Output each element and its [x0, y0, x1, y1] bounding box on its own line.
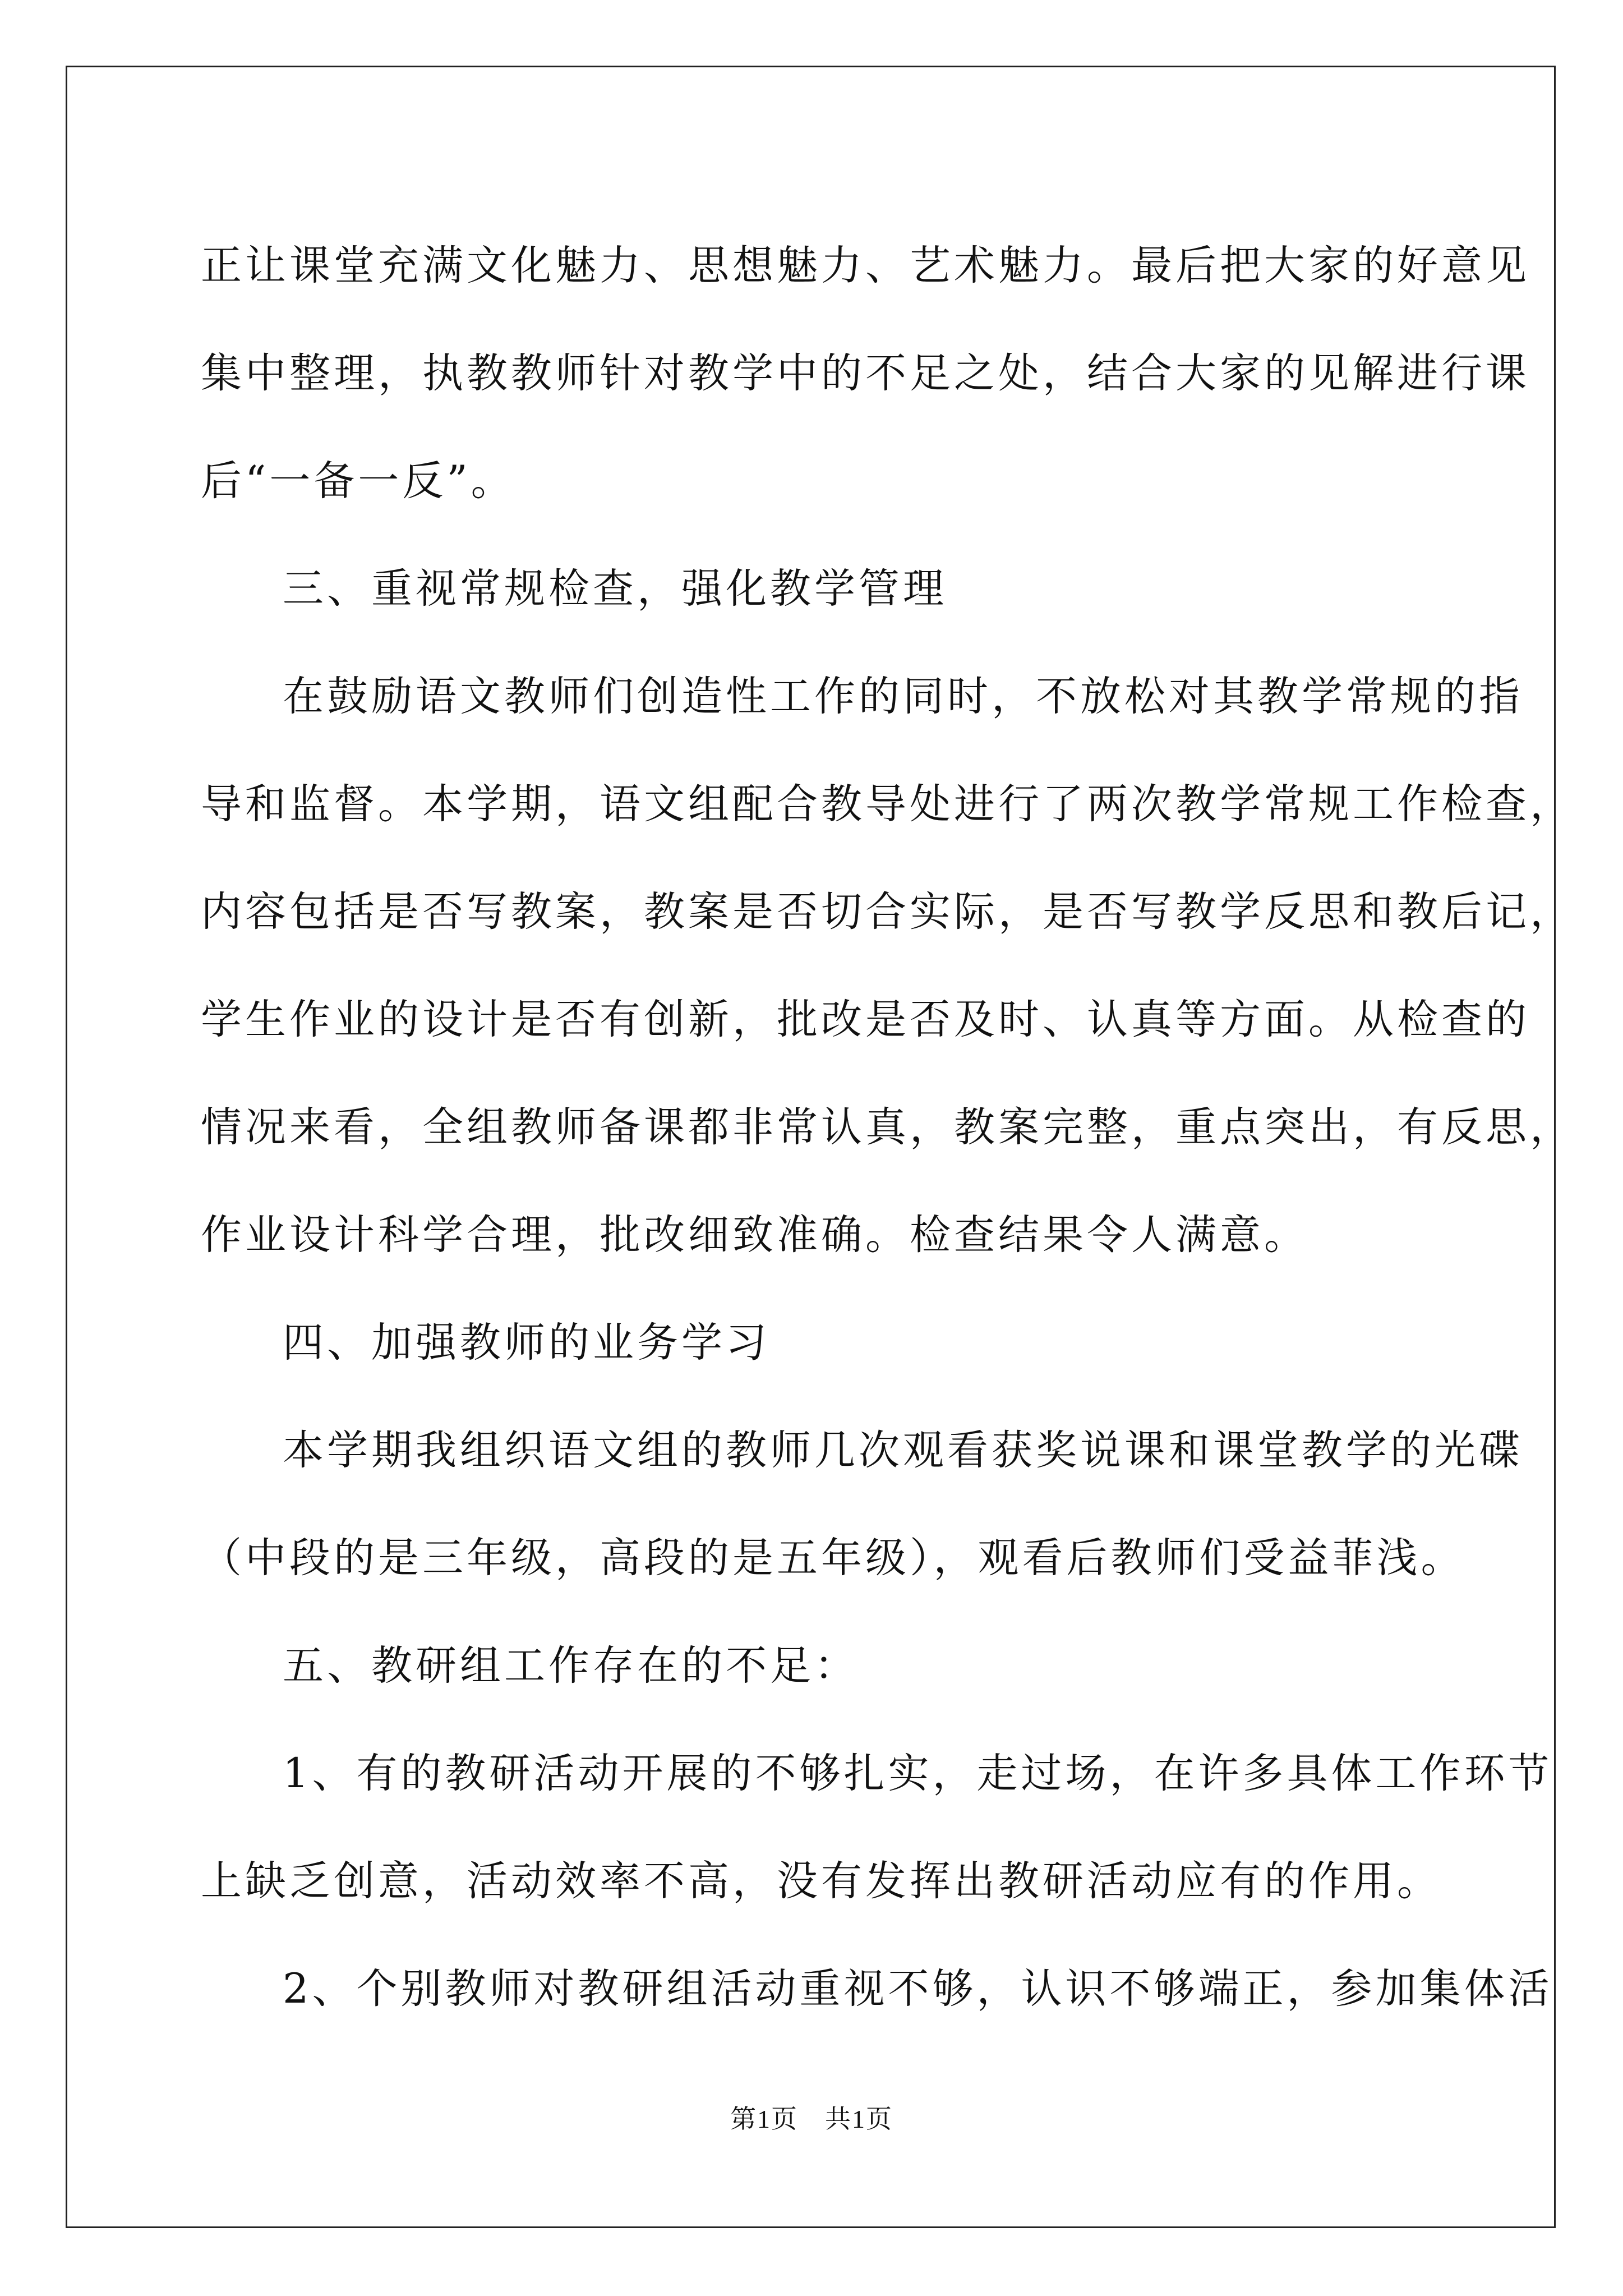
- page-number-footer: 第1页 共1页: [730, 2105, 893, 2133]
- text-line: （中段的是三年级，高段的是五年级），观看后教师们受益菲浅。: [201, 1534, 1465, 1582]
- text-line: 后“一备一反”。: [201, 457, 515, 505]
- document-body: [201, 212, 1574, 2043]
- text-line: 情况来看，全组教师备课都非常认真，教案完整，重点突出，有反思，: [201, 1103, 1574, 1151]
- text-line: 在鼓励语文教师们创造性工作的同时，不放松对其教学常规的指: [283, 673, 1523, 720]
- text-line: 学生作业的设计是否有创新，批改是否及时、认真等方面。从检查的: [201, 996, 1530, 1043]
- text-line: 导和监督。本学期，语文组配合教导处进行了两次教学常规工作检查，: [201, 780, 1574, 828]
- text-line: 集中整理，执教教师针对教学中的不足之处，结合大家的见解进行课: [201, 349, 1530, 397]
- text-line: 正让课堂充满文化魅力、思想魅力、艺术魅力。最后把大家的好意见: [201, 242, 1530, 289]
- text-line: 作业设计科学合理，批改细致准确。检查结果令人满意。: [201, 1211, 1308, 1259]
- text-line: 2、个别教师对教研组活动重视不够，认识不够端正，参加集体活: [283, 1965, 1553, 2013]
- text-line: 本学期我组织语文组的教师几次观看获奖说课和课堂教学的光碟: [283, 1427, 1523, 1474]
- text-line: 1、有的教研活动开展的不够扎实，走过场，在许多具体工作环节: [283, 1750, 1553, 1797]
- text-line: 内容包括是否写教案，教案是否切合实际，是否写教学反思和教后记，: [201, 888, 1574, 936]
- section-heading-3: 三、重视常规检查，强化教学管理: [283, 565, 947, 613]
- text-line: 上缺乏创意，活动效率不高，没有发挥出教研活动应有的作用。: [201, 1857, 1441, 1905]
- section-heading-4: 四、加强教师的业务学习: [283, 1319, 770, 1366]
- section-heading-5: 五、教研组工作存在的不足：: [283, 1642, 859, 1690]
